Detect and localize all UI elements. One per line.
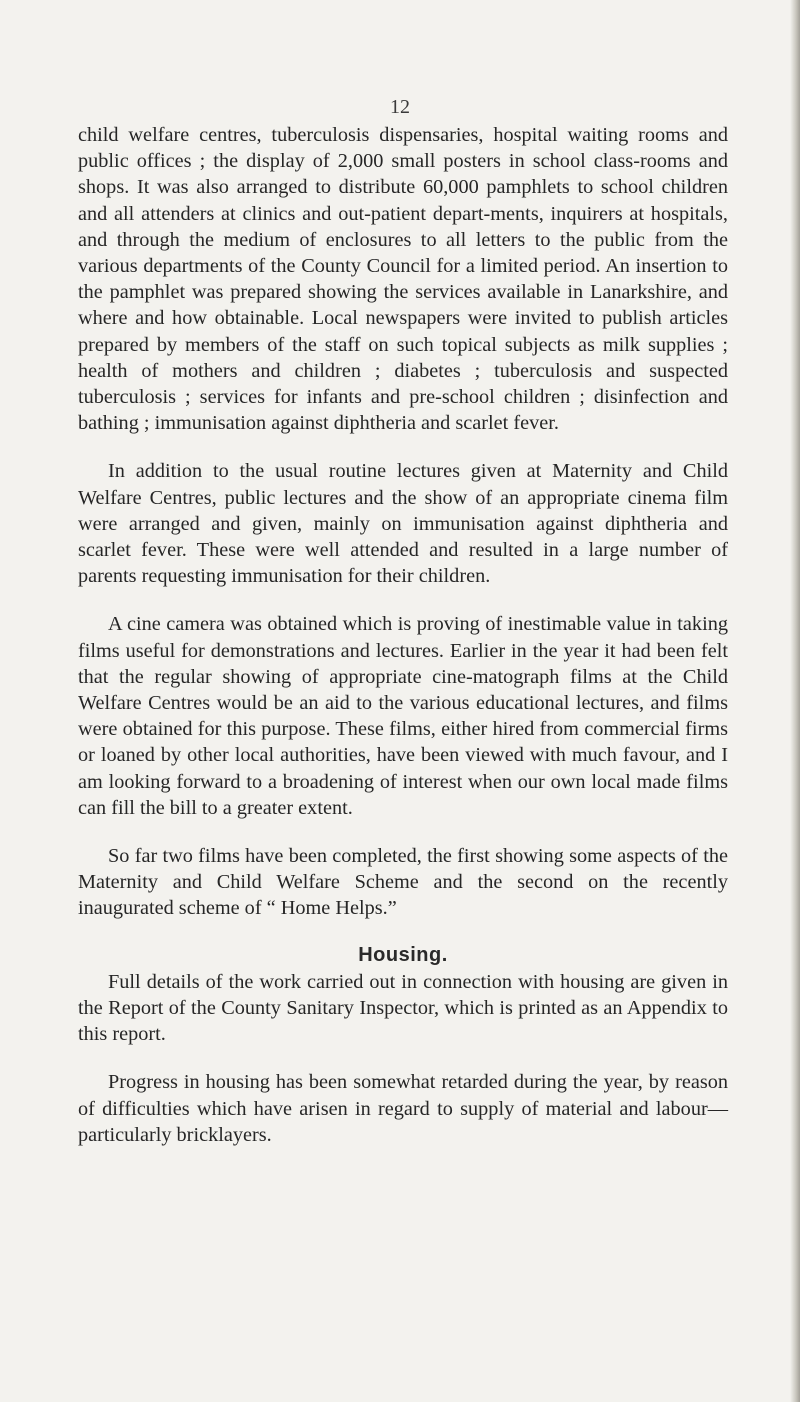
page-number: 12 xyxy=(390,96,410,118)
paragraph-publicity-distribution: child welfare centres, tuberculosis dispensaries, hospital waiting rooms and public offices ; the display of 2,000 small posters in school class-rooms and shops. It was also arranged to distribute 60,000 pamphlets to school children and all attenders at clinics and out-patient depart-ments, inquirers at hospitals, and through the medium of enclosures to all letters to the public from the various departments of the County Council for a limited period. An insertion to the pamphlet was prepared showing the services available in Lanarkshire, and where and how obtainable. Local newspapers were invited to publish articles prepared by members of the staff on such topical subjects as milk supplies ; health of mothers and children ; diabetes ; tuberculosis and suspected tuberculosis ; services for infants and pre-school children ; disinfection and bathing ; immunisation against diphtheria and scarlet fever. xyxy=(78,124,728,435)
paragraph-films-completed: So far two films have been completed, the first showing some aspects of the Maternity and Child Welfare Scheme and the second on the recently inaugurated scheme of “ Home Helps.” xyxy=(78,845,728,920)
paragraph-housing-details: Full details of the work carried out in connection with housing are given in the Report of the County Sanitary Inspector, which is printed as an Appendix to this report. xyxy=(78,970,728,1046)
section-heading-housing: Housing. xyxy=(358,943,448,966)
document-body xyxy=(78,122,728,1170)
paragraph-housing-progress: Progress in housing has been somewhat retarded during the year, by reason of difficulties which have arisen in regard to supply of material and labour—particularly bricklayers. xyxy=(78,1071,728,1146)
paragraph-cine-camera: A cine camera was obtained which is proving of inestimable value in taking films useful for demonstrations and lectures. Earlier in the year it had been felt that the regular showing of appropriate cine-matograph films at the Child Welfare Centres would be an aid to the various educational lectures, and films were obtained for this purpose. These films, either hired from commercial firms or loaned by other local authorities, have been viewed with much favour, and I am looking forward to a broadening of interest when our own local made films can fill the bill to a greater extent. xyxy=(78,613,728,819)
page-edge-shadow xyxy=(790,0,800,1402)
paragraph-lectures: In addition to the usual routine lectures given at Maternity and Child Welfare Centres, public lectures and the show of an appropriate cinema film were arranged and given, mainly on immunisation against diphtheria and scarlet fever. These were well attended and resulted in a large number of parents requesting immunisation for their children. xyxy=(78,460,728,588)
